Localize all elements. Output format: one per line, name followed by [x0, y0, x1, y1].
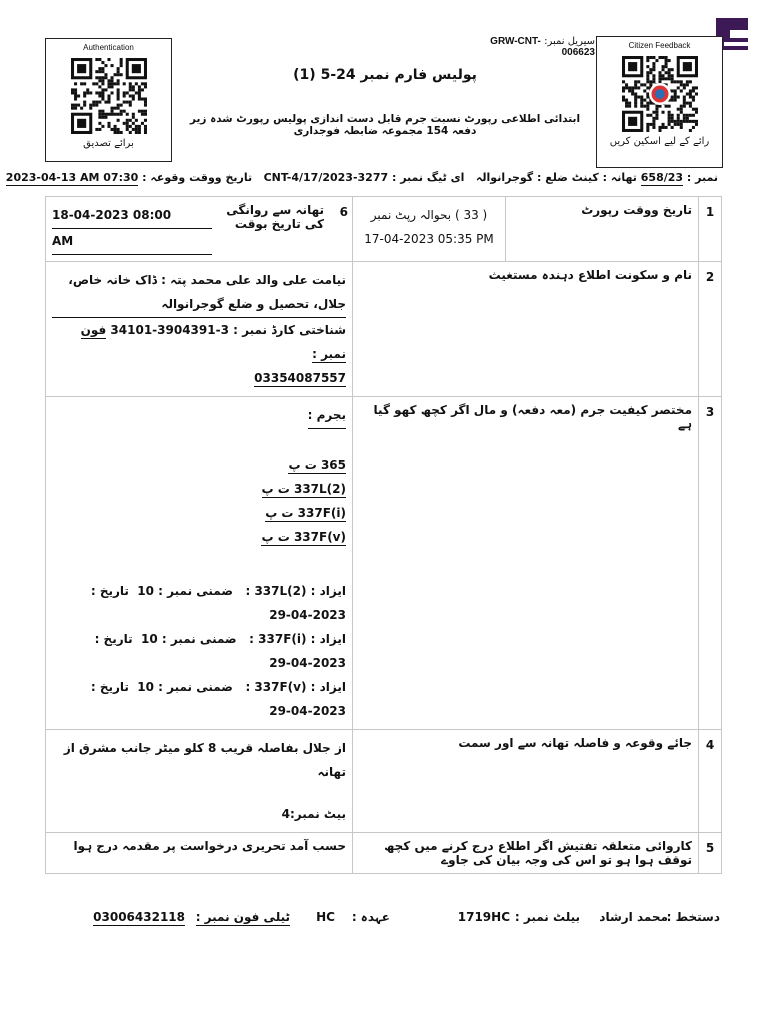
table-row — [46, 197, 722, 262]
feedback-qr-code[interactable] — [622, 56, 698, 132]
district-value: گوجرانوالہ — [475, 171, 534, 184]
rank-label: عہدہ : — [351, 910, 390, 924]
station-label: تھانہ : — [602, 171, 637, 184]
addition-entry: ایزاد : 337F(i) : ضمنی نمبر : 10 تاریخ : — [94, 632, 346, 646]
rank-value: HC — [316, 910, 335, 924]
officer-name: محمد ارشاد — [599, 910, 668, 924]
fir-info-line — [5, 171, 718, 191]
signature-footer — [60, 910, 720, 934]
row-number: 5 — [699, 833, 722, 874]
serial-number — [470, 36, 595, 58]
offense-section: 337F(i) ت پ — [265, 506, 346, 520]
row-number: 1 — [699, 197, 722, 262]
feedback-caption: Citizen Feedback — [628, 41, 691, 50]
offense-label: مختصر کیفیت جرم (معہ دفعہ) و مال اگر کچھ کھو گیا ہے — [353, 397, 699, 730]
table-row — [46, 262, 722, 397]
cnic-label: شناختی کارڈ نمبر : — [233, 323, 346, 337]
feedback-qr-panel — [596, 36, 723, 168]
addition-date: 29-04-2023 — [269, 608, 346, 622]
complainant-address: نیامت علی والد علی محمد پتہ : ڈاک خانہ خاص، جلال، تحصیل و ضلع گوجرانوالہ — [52, 268, 346, 318]
station-value: کینٹ — [571, 171, 599, 184]
district-label: ضلع : — [537, 171, 568, 184]
complainant-phone: 03354087557 — [254, 371, 346, 385]
cnic-line — [52, 318, 346, 366]
departure-label: تھانہ سے روانگی کی تاریخ بوقت — [226, 203, 324, 231]
beat-number: بیٹ نمبر:4 — [281, 807, 346, 821]
place-cell — [46, 730, 353, 833]
complainant-label: نام و سکونت اطلاع دہندہ مستغیث — [353, 262, 699, 397]
fir-number-label: نمبر : — [686, 171, 718, 184]
serial-label: سیریل نمبر: — [544, 36, 595, 47]
table-row — [46, 833, 722, 874]
table-row — [46, 730, 722, 833]
phone-label: فون نمبر : — [80, 323, 346, 361]
departure-cell — [46, 197, 353, 262]
place-description: از جلال بفاصلہ قریب 8 کلو میٹر جانب مشرق از تھانہ — [63, 741, 346, 779]
etag-value: CNT-4/17/2023-3277 — [263, 171, 389, 184]
belt-value: 1719HC — [457, 910, 510, 924]
row-number: 4 — [699, 730, 722, 833]
offense-section: 365 ت پ — [288, 458, 346, 472]
authentication-caption: Authentication — [83, 43, 134, 52]
offense-cell — [46, 397, 353, 730]
officer-phone-value: 03006432118 — [93, 910, 185, 924]
authentication-qr-panel — [45, 38, 172, 162]
table-row — [46, 397, 722, 730]
addition-entry: ایزاد : 337F(v) : ضمنی نمبر : 10 تاریخ : — [90, 680, 346, 694]
addition-date: 29-04-2023 — [269, 656, 346, 670]
authentication-subcaption: برائے تصدیق — [83, 138, 134, 149]
fir-number-value: 658/23 — [640, 171, 684, 184]
report-reference-cell — [353, 197, 506, 262]
departure-time: 18-04-2023 08:00 — [52, 203, 212, 229]
addition-date: 29-04-2023 — [269, 704, 346, 718]
report-datetime-label: تاریخ ووقت رپورٹ — [506, 197, 699, 262]
action-description: حسب آمد تحریری درخواست پر مقدمہ درج ہوا — [46, 833, 353, 874]
offense-section: 337L(2) ت پ — [261, 482, 346, 496]
form-title: پولیس فارم نمبر 24-5 (1) — [293, 67, 477, 83]
offense-section: 337F(v) ت پ — [261, 530, 346, 544]
fir-report-table — [45, 196, 722, 874]
place-label: جائے وقوعہ و فاصلہ تھانہ سے اور سمت — [353, 730, 699, 833]
incident-datetime-label: تاریخ ووقت وقوعہ : — [142, 171, 253, 184]
complainant-cell — [46, 262, 353, 397]
report-reference: ( 33 ) بحوالہ رپٹ نمبر — [370, 208, 488, 222]
action-label: کاروائی متعلقہ تفتیش اگر اطلاع درج کرنے میں کچھ توقف ہوا ہو تو اس کی وجہ بیان کی جاوے — [353, 833, 699, 874]
row-number: 3 — [699, 397, 722, 730]
row-number: 2 — [699, 262, 722, 397]
feedback-subcaption: رائے کے لیے اسکین کریں — [609, 136, 710, 147]
incident-datetime-value: 2023-04-13 AM 07:30 — [5, 171, 139, 184]
belt-label: بیلٹ نمبر : — [514, 910, 580, 924]
etag-label: ای ٹیگ نمبر : — [391, 171, 465, 184]
authentication-qr-code[interactable] — [71, 58, 147, 134]
cnic-value: 34101-3904391-3 — [110, 323, 229, 337]
report-intro: ابتدائی اطلاعی رپورٹ نسبت جرم قابل دست اندازی پولیس رپورٹ شدہ زیر دفعہ 154 مجموعہ ضابطہ فوجداری — [189, 113, 581, 137]
signature-label: دستخط : — [666, 910, 720, 924]
departure-time-period: AM — [52, 229, 212, 255]
addition-entry: ایزاد : 337L(2) : ضمنی نمبر : 10 تاریخ : — [90, 584, 346, 598]
serial-value: GRW-CNT-006623 — [490, 36, 595, 58]
offense-header: بجرم : — [308, 403, 346, 429]
officer-phone-label: ٹیلی فون نمبر : — [195, 910, 290, 924]
row-number: 6 — [339, 205, 348, 219]
report-time: 17-04-2023 05:35 PM — [364, 232, 494, 246]
departure-time-cell — [46, 197, 218, 261]
